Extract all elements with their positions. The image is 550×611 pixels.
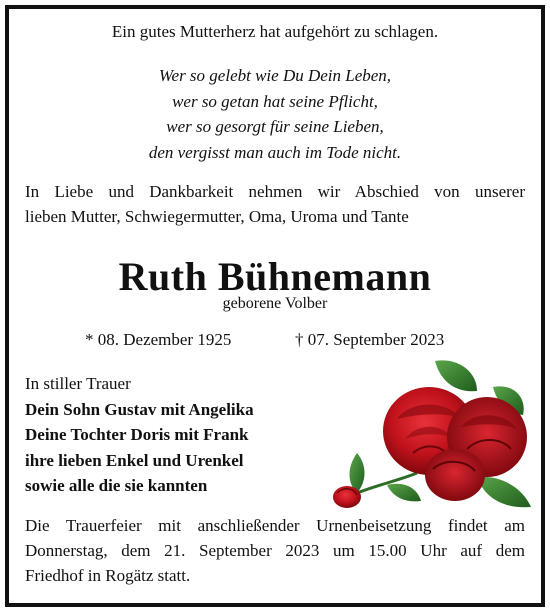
intro-line: In Liebe und Dankbarkeit nehmen wir Abschied von unserer — [25, 182, 525, 201]
poem-line: den vergisst man auch im Tode nicht. — [148, 142, 402, 162]
death-date: † 07. September 2023 — [295, 330, 445, 349]
maiden-name: geborene Volber — [222, 295, 328, 312]
poem — [9, 63, 541, 165]
mourner-line: ihre lieben Enkel und Urenkel — [25, 450, 244, 470]
intro-line: lieben Mutter, Schwiegermutter, Oma, Uroma und Tante — [25, 207, 409, 226]
ceremony-line: Donnerstag, dem 21. September 2023 um 15.00 Uhr auf dem — [25, 541, 525, 560]
poem-line: wer so getan hat seine Pflicht, — [172, 91, 378, 111]
ceremony-line: Die Trauerfeier mit anschließender Urnenbeisetzung findet am — [25, 516, 525, 535]
poem-line: wer so gesorgt für seine Lieben, — [166, 117, 384, 136]
mourners-intro: In stiller Trauer — [25, 374, 131, 393]
headline: Ein gutes Mutterherz hat aufgehört zu schlagen. — [111, 22, 439, 41]
mourner-line: Deine Tochter Doris mit Frank — [25, 425, 249, 444]
obituary-notice — [9, 9, 541, 603]
birth-date: * 08. Dezember 1925 — [85, 330, 232, 349]
ceremony-line: Friedhof in Rogätz statt. — [25, 566, 191, 585]
deceased-name: Ruth Bühnemann — [118, 254, 432, 299]
poem-line: Wer so gelebt wie Du Dein Leben, — [158, 66, 392, 85]
red-roses-icon — [317, 357, 533, 509]
farewell-intro — [25, 179, 525, 229]
mourner-line: Dein Sohn Gustav mit Angelika — [25, 399, 254, 419]
mourners-list — [25, 371, 254, 499]
ceremony-info — [25, 513, 525, 588]
mourner-line: sowie alle die sie kannten — [25, 476, 208, 495]
